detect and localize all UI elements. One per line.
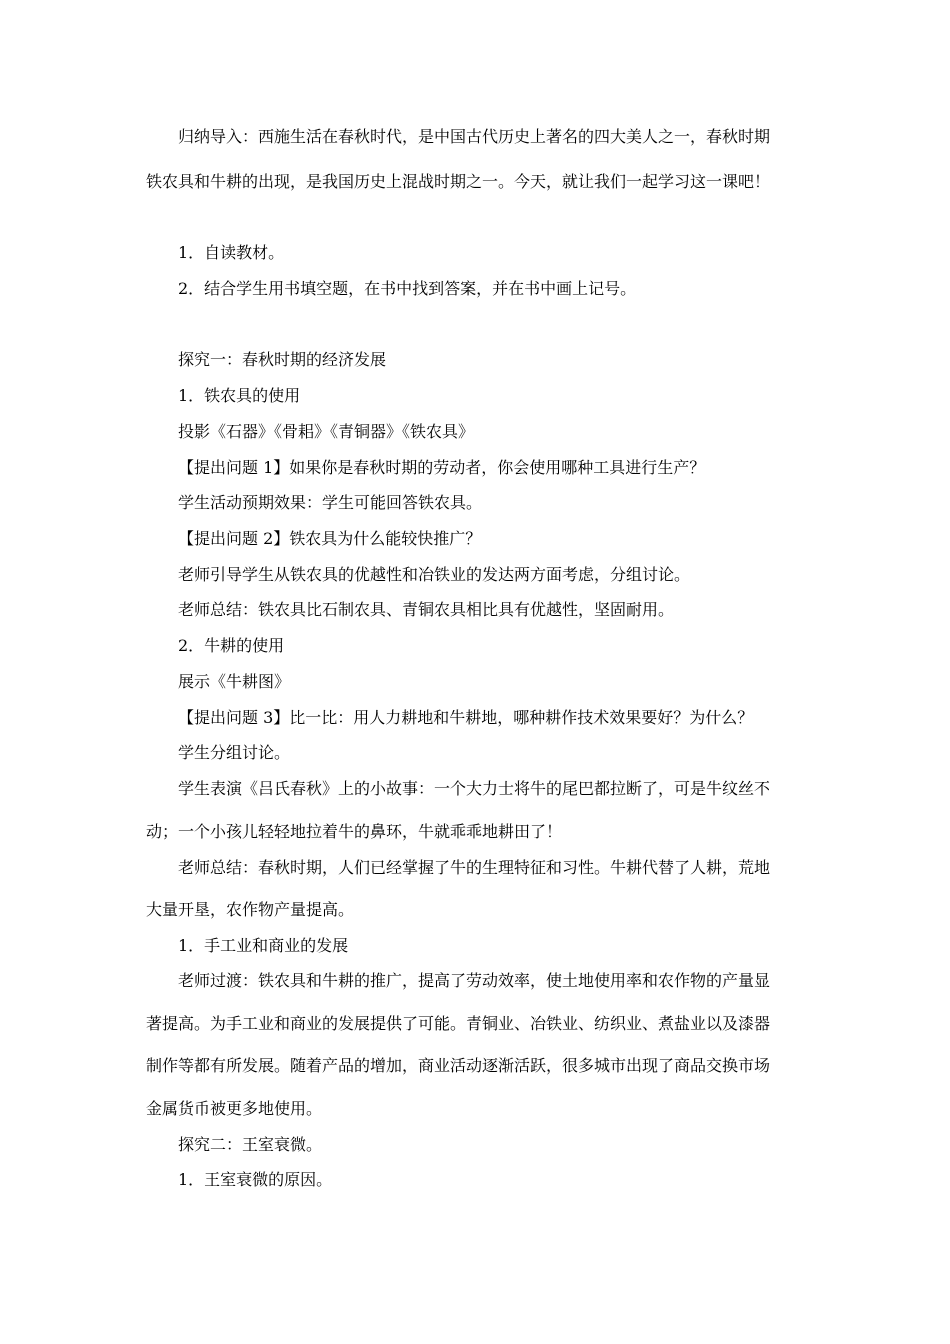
subheading-decline-reasons: 1．王室衰微的原因。 — [178, 1170, 333, 1189]
paragraph: 学生分组讨论。 — [178, 743, 291, 762]
paragraph: 老师过渡：铁农具和牛耕的推广，提高了劳动效率，使土地使用率和农作物的产量显 — [178, 971, 771, 990]
section-heading-2: 探究二：王室衰微。 — [178, 1135, 323, 1154]
paragraph: 金属货币被更多地使用。 — [146, 1099, 323, 1118]
paragraph: 制作等都有所发展。随着产品的增加，商业活动逐渐活跃，很多城市出现了商品交换市场 — [146, 1056, 771, 1075]
paragraph: 学生表演《吕氏春秋》上的小故事：一个大力士将牛的尾巴都拉断了，可是牛纹丝不 — [178, 779, 771, 798]
question-2: 【提出问题 2】铁农具为什么能较快推广？ — [178, 529, 482, 548]
question-3: 【提出问题 3】比一比：用人力耕地和牛耕地，哪种耕作技术效果要好？为什么？ — [178, 708, 754, 727]
paragraph: 大量开垦，农作物产量提高。 — [146, 900, 355, 919]
paragraph-intro-line1: 归纳导入：西施生活在春秋时代，是中国古代历史上著名的四大美人之一，春秋时期 — [178, 127, 771, 146]
paragraph: 老师总结：铁农具比石制农具、青铜农具相比具有优越性，坚固耐用。 — [178, 600, 675, 619]
subheading-ox-plough: 2．牛耕的使用 — [178, 636, 285, 655]
paragraph: 老师总结：春秋时期，人们已经掌握了牛的生理特征和习性。牛耕代替了人耕，荒地 — [178, 858, 771, 877]
section-heading-1: 探究一：春秋时期的经济发展 — [178, 350, 387, 369]
subheading-iron-tools: 1．铁农具的使用 — [178, 386, 301, 405]
paragraph: 展示《牛耕图》 — [178, 672, 291, 691]
step-1: 1．自读教材。 — [178, 243, 285, 262]
paragraph: 著提高。为手工业和商业的发展提供了可能。青铜业、冶铁业、纺织业、煮盐业以及漆器 — [146, 1014, 771, 1033]
subheading-handicraft: 1．手工业和商业的发展 — [178, 936, 349, 955]
paragraph: 老师引导学生从铁农具的优越性和冶铁业的发达两方面考虑，分组讨论。 — [178, 565, 691, 584]
step-2: 2．结合学生用书填空题，在书中找到答案，并在书中画上记号。 — [178, 279, 637, 298]
paragraph: 动；一个小孩儿轻轻地拉着牛的鼻环，牛就乖乖地耕田了！ — [146, 822, 563, 841]
paragraph: 学生活动预期效果：学生可能回答铁农具。 — [178, 493, 483, 512]
paragraph-intro-line2: 铁农具和牛耕的出现，是我国历史上混战时期之一。今天，就让我们一起学习这一课吧！ — [146, 172, 771, 191]
paragraph: 投影《石器》《骨耜》《青铜器》《铁农具》 — [178, 422, 475, 441]
question-1: 【提出问题 1】如果你是春秋时期的劳动者，你会使用哪种工具进行生产？ — [178, 458, 706, 477]
